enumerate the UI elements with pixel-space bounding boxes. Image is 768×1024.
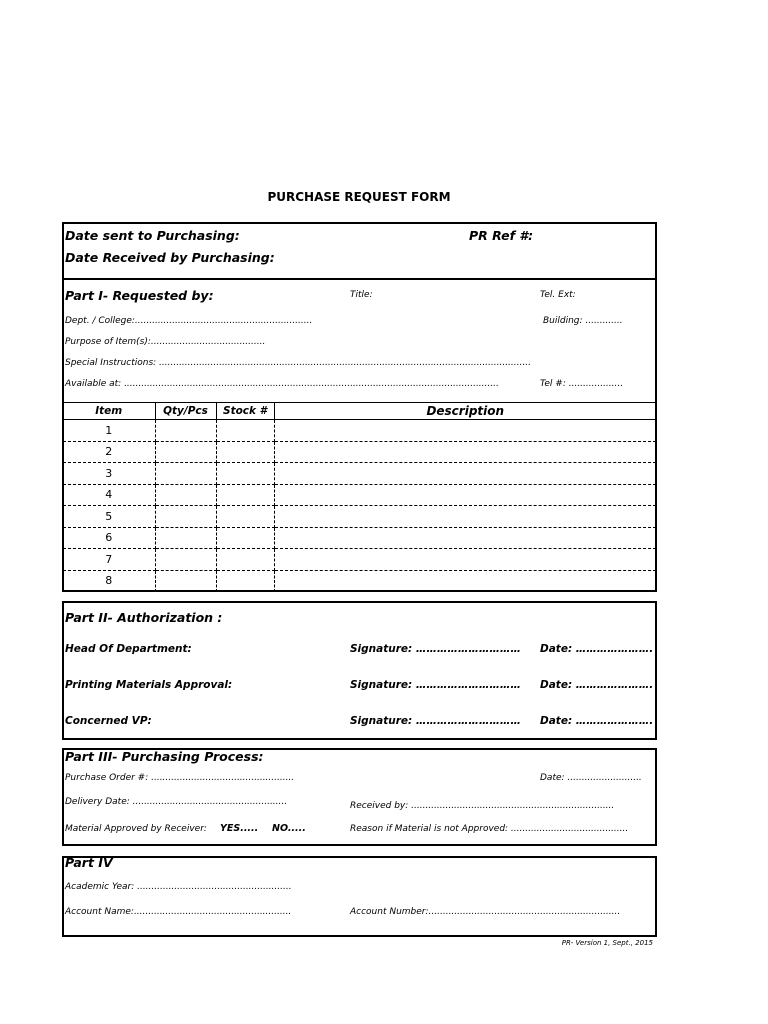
qty-cell[interactable]	[155, 506, 216, 528]
stock-cell[interactable]	[216, 441, 274, 463]
qty-cell[interactable]	[155, 441, 216, 463]
description-cell[interactable]	[274, 549, 656, 571]
tel-field[interactable]: Tel #: ...................	[540, 379, 624, 389]
stock-cell[interactable]	[216, 420, 274, 442]
reason-field[interactable]: Reason if Material is not Approved: .........................................	[350, 824, 629, 834]
description-cell[interactable]	[274, 463, 656, 485]
dept-field[interactable]: Dept. / College:..............................................................	[65, 316, 313, 326]
table-row	[63, 463, 656, 485]
date-received-label: Date Received by Purchasing:	[65, 250, 275, 265]
purchase-order-field[interactable]: Purchase Order #: ..................................................	[65, 773, 295, 783]
title-field[interactable]: Title:	[350, 290, 373, 300]
stock-cell[interactable]	[216, 527, 274, 549]
description-cell[interactable]	[274, 570, 656, 592]
signature-field[interactable]: Signature: …………………………	[350, 715, 521, 727]
material-approved-label: Material Approved by Receiver:	[65, 824, 207, 834]
table-row	[63, 441, 656, 463]
description-cell[interactable]	[274, 420, 656, 442]
qty-cell[interactable]	[155, 463, 216, 485]
academic-year-field[interactable]: Academic Year: ......................................................	[65, 882, 292, 892]
col-description-header: Description	[274, 403, 656, 420]
item-number: 6	[63, 527, 155, 549]
form-title: PURCHASE REQUEST FORM	[267, 190, 451, 204]
available-at-field[interactable]: Available at: ...................................................................................................................................	[65, 379, 499, 389]
printing-approval-label: Printing Materials Approval:	[65, 679, 233, 691]
stock-cell[interactable]	[216, 549, 274, 571]
qty-cell[interactable]	[155, 527, 216, 549]
table-row	[63, 570, 656, 592]
received-by-field[interactable]: Received by: .......................................................................	[350, 801, 615, 811]
version-footer: PR- Version 1, Sept., 2015	[561, 939, 653, 947]
stock-cell[interactable]	[216, 463, 274, 485]
item-number: 4	[63, 484, 155, 506]
tel-ext-field[interactable]: Tel. Ext:	[540, 290, 576, 300]
item-number: 7	[63, 549, 155, 571]
date-field[interactable]: Date: ………………….	[540, 679, 654, 691]
stock-cell[interactable]	[216, 506, 274, 528]
item-number: 8	[63, 570, 155, 592]
delivery-date-field[interactable]: Delivery Date: ......................................................	[65, 797, 288, 807]
signature-field[interactable]: Signature: …………………………	[350, 643, 521, 655]
item-number: 1	[63, 420, 155, 442]
purpose-field[interactable]: Purpose of Item(s):........................................	[65, 337, 266, 347]
item-number: 2	[63, 441, 155, 463]
table-row	[63, 506, 656, 528]
qty-cell[interactable]	[155, 484, 216, 506]
qty-cell[interactable]	[155, 570, 216, 592]
part4-box	[62, 856, 657, 937]
part4-heading: Part IV	[65, 855, 113, 870]
items-table-header	[63, 403, 656, 420]
item-number: 3	[63, 463, 155, 485]
concerned-vp-label: Concerned VP:	[65, 715, 152, 727]
date-field[interactable]: Date: ………………….	[540, 715, 654, 727]
building-field[interactable]: Building: .............	[543, 316, 623, 326]
qty-cell[interactable]	[155, 420, 216, 442]
items-table	[63, 402, 656, 592]
stock-cell[interactable]	[216, 484, 274, 506]
table-row	[63, 484, 656, 506]
date-sent-label: Date sent to Purchasing:	[65, 228, 240, 243]
col-qty-header: Qty/Pcs	[155, 403, 216, 420]
part3-heading: Part III- Purchasing Process:	[65, 749, 264, 764]
table-row	[63, 420, 656, 442]
part2-heading: Part II- Authorization :	[65, 610, 223, 625]
yes-option[interactable]: YES.....	[220, 823, 259, 834]
account-name-field[interactable]: Account Name:.......................................................	[65, 907, 292, 917]
po-date-field[interactable]: Date: ..........................	[540, 773, 642, 783]
description-cell[interactable]	[274, 441, 656, 463]
col-stock-header: Stock #	[216, 403, 274, 420]
table-row	[63, 527, 656, 549]
pr-ref-label: PR Ref #:	[469, 228, 534, 243]
signature-field[interactable]: Signature: …………………………	[350, 679, 521, 691]
description-cell[interactable]	[274, 484, 656, 506]
description-cell[interactable]	[274, 527, 656, 549]
stock-cell[interactable]	[216, 570, 274, 592]
special-instructions-field[interactable]: Special Instructions: ..................................................................................................................................	[65, 358, 531, 368]
description-cell[interactable]	[274, 506, 656, 528]
qty-cell[interactable]	[155, 549, 216, 571]
col-item-header: Item	[63, 403, 155, 420]
no-option[interactable]: NO.....	[272, 823, 306, 834]
item-number: 5	[63, 506, 155, 528]
part1-heading: Part I- Requested by:	[65, 288, 214, 303]
account-number-field[interactable]: Account Number:...................................................................	[350, 907, 621, 917]
date-field[interactable]: Date: ………………….	[540, 643, 654, 655]
table-row	[63, 549, 656, 571]
head-of-department-label: Head Of Department:	[65, 643, 192, 655]
